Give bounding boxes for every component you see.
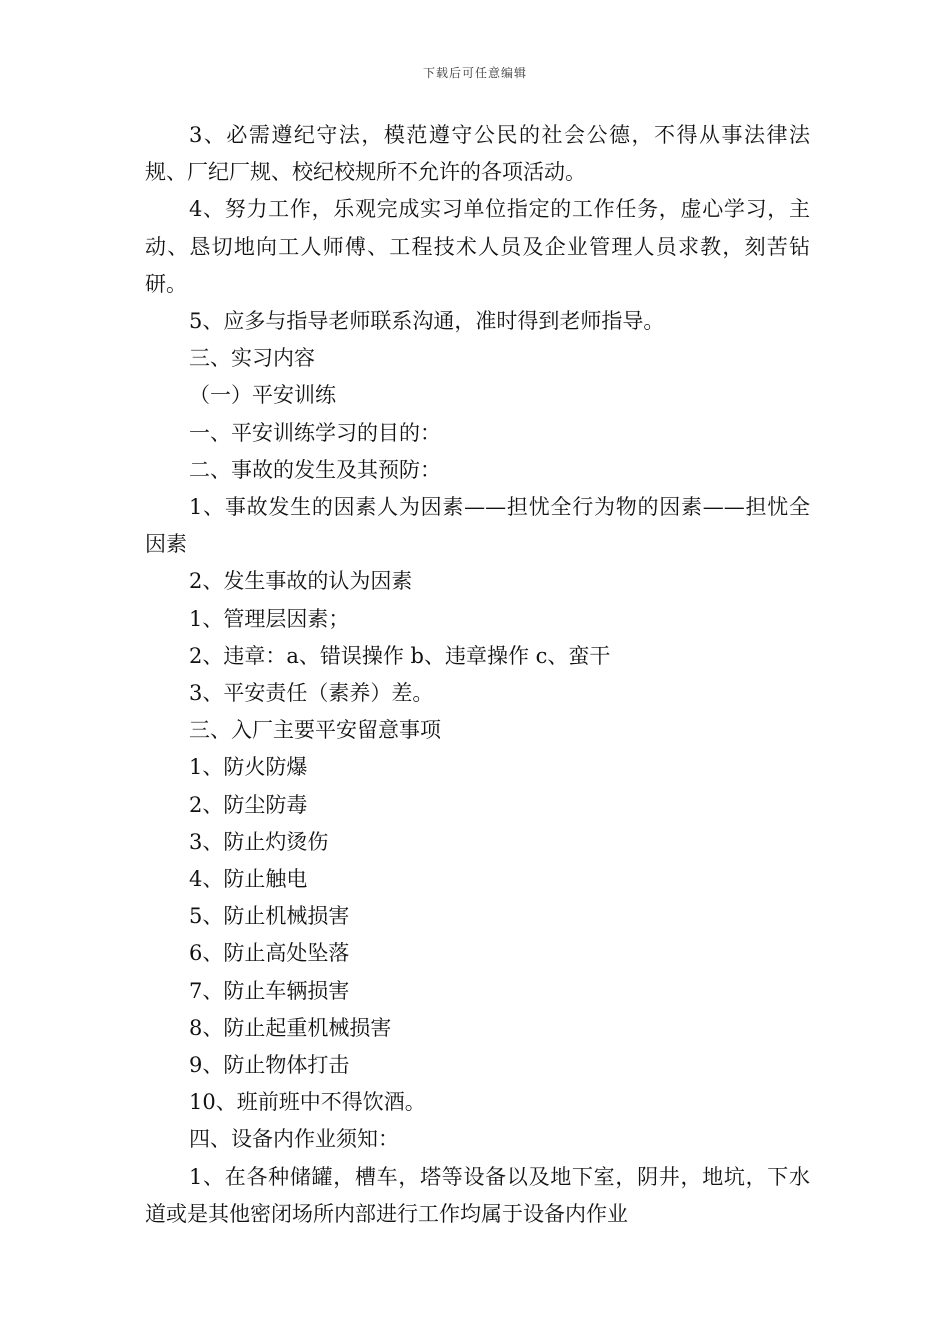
paragraph: 二、事故的发生及其预防：	[189, 457, 441, 482]
list-item: 1、防火防爆	[189, 755, 308, 780]
list-item: 10、班前班中不得饮酒。	[189, 1090, 426, 1115]
section-heading: 四、设备内作业须知：	[189, 1127, 399, 1152]
paragraph: 2、违章：a、错误操作 b、违章操作 c、蛮干	[189, 643, 611, 668]
list-item: 5、防止机械损害	[189, 904, 350, 929]
list-item: 6、防止高处坠落	[189, 941, 350, 966]
paragraph: 1、事故发生的因素人为因素——担忧全行为物的因素——担忧全因素	[145, 495, 810, 557]
section-heading: 三、入厂主要平安留意事项	[189, 718, 441, 743]
paragraph: 4、努力工作，乐观完成实习单位指定的工作任务，虚心学习，主动、恳切地向工人师傅、工程技术人员及企业管理人员求教，刻苦钻研。	[145, 197, 810, 296]
document-body	[145, 117, 810, 1233]
list-item: 3、防止灼烫伤	[189, 829, 329, 854]
list-item: 4、防止触电	[189, 867, 308, 892]
page-header: 下载后可任意编辑	[422, 66, 527, 80]
paragraph: 1、管理层因素；	[189, 606, 350, 631]
paragraph: 3、平安责任（素养）差。	[189, 681, 434, 706]
paragraph: 3、必需遵纪守法，模范遵守公民的社会公德，不得从事法律法规、厂纪厂规、校纪校规所不允许的各项活动。	[145, 123, 810, 185]
list-item: 7、防止车辆损害	[189, 978, 350, 1003]
subsection-heading: （一）平安训练	[189, 383, 336, 408]
list-item: 8、防止起重机械损害	[189, 1015, 392, 1040]
paragraph: 一、平安训练学习的目的：	[189, 420, 441, 445]
paragraph: 5、应多与指导老师联系沟通，准时得到老师指导。	[189, 309, 665, 334]
section-heading: 三、实习内容	[189, 346, 315, 371]
list-item: 2、防尘防毒	[189, 792, 308, 817]
paragraph: 1、在各种储罐，槽车，塔等设备以及地下室，阴井，地坑，下水道或是其他密闭场所内部进行工作均属于设备内作业	[145, 1164, 810, 1226]
paragraph: 2、发生事故的认为因素	[189, 569, 413, 594]
list-item: 9、防止物体打击	[189, 1053, 350, 1078]
